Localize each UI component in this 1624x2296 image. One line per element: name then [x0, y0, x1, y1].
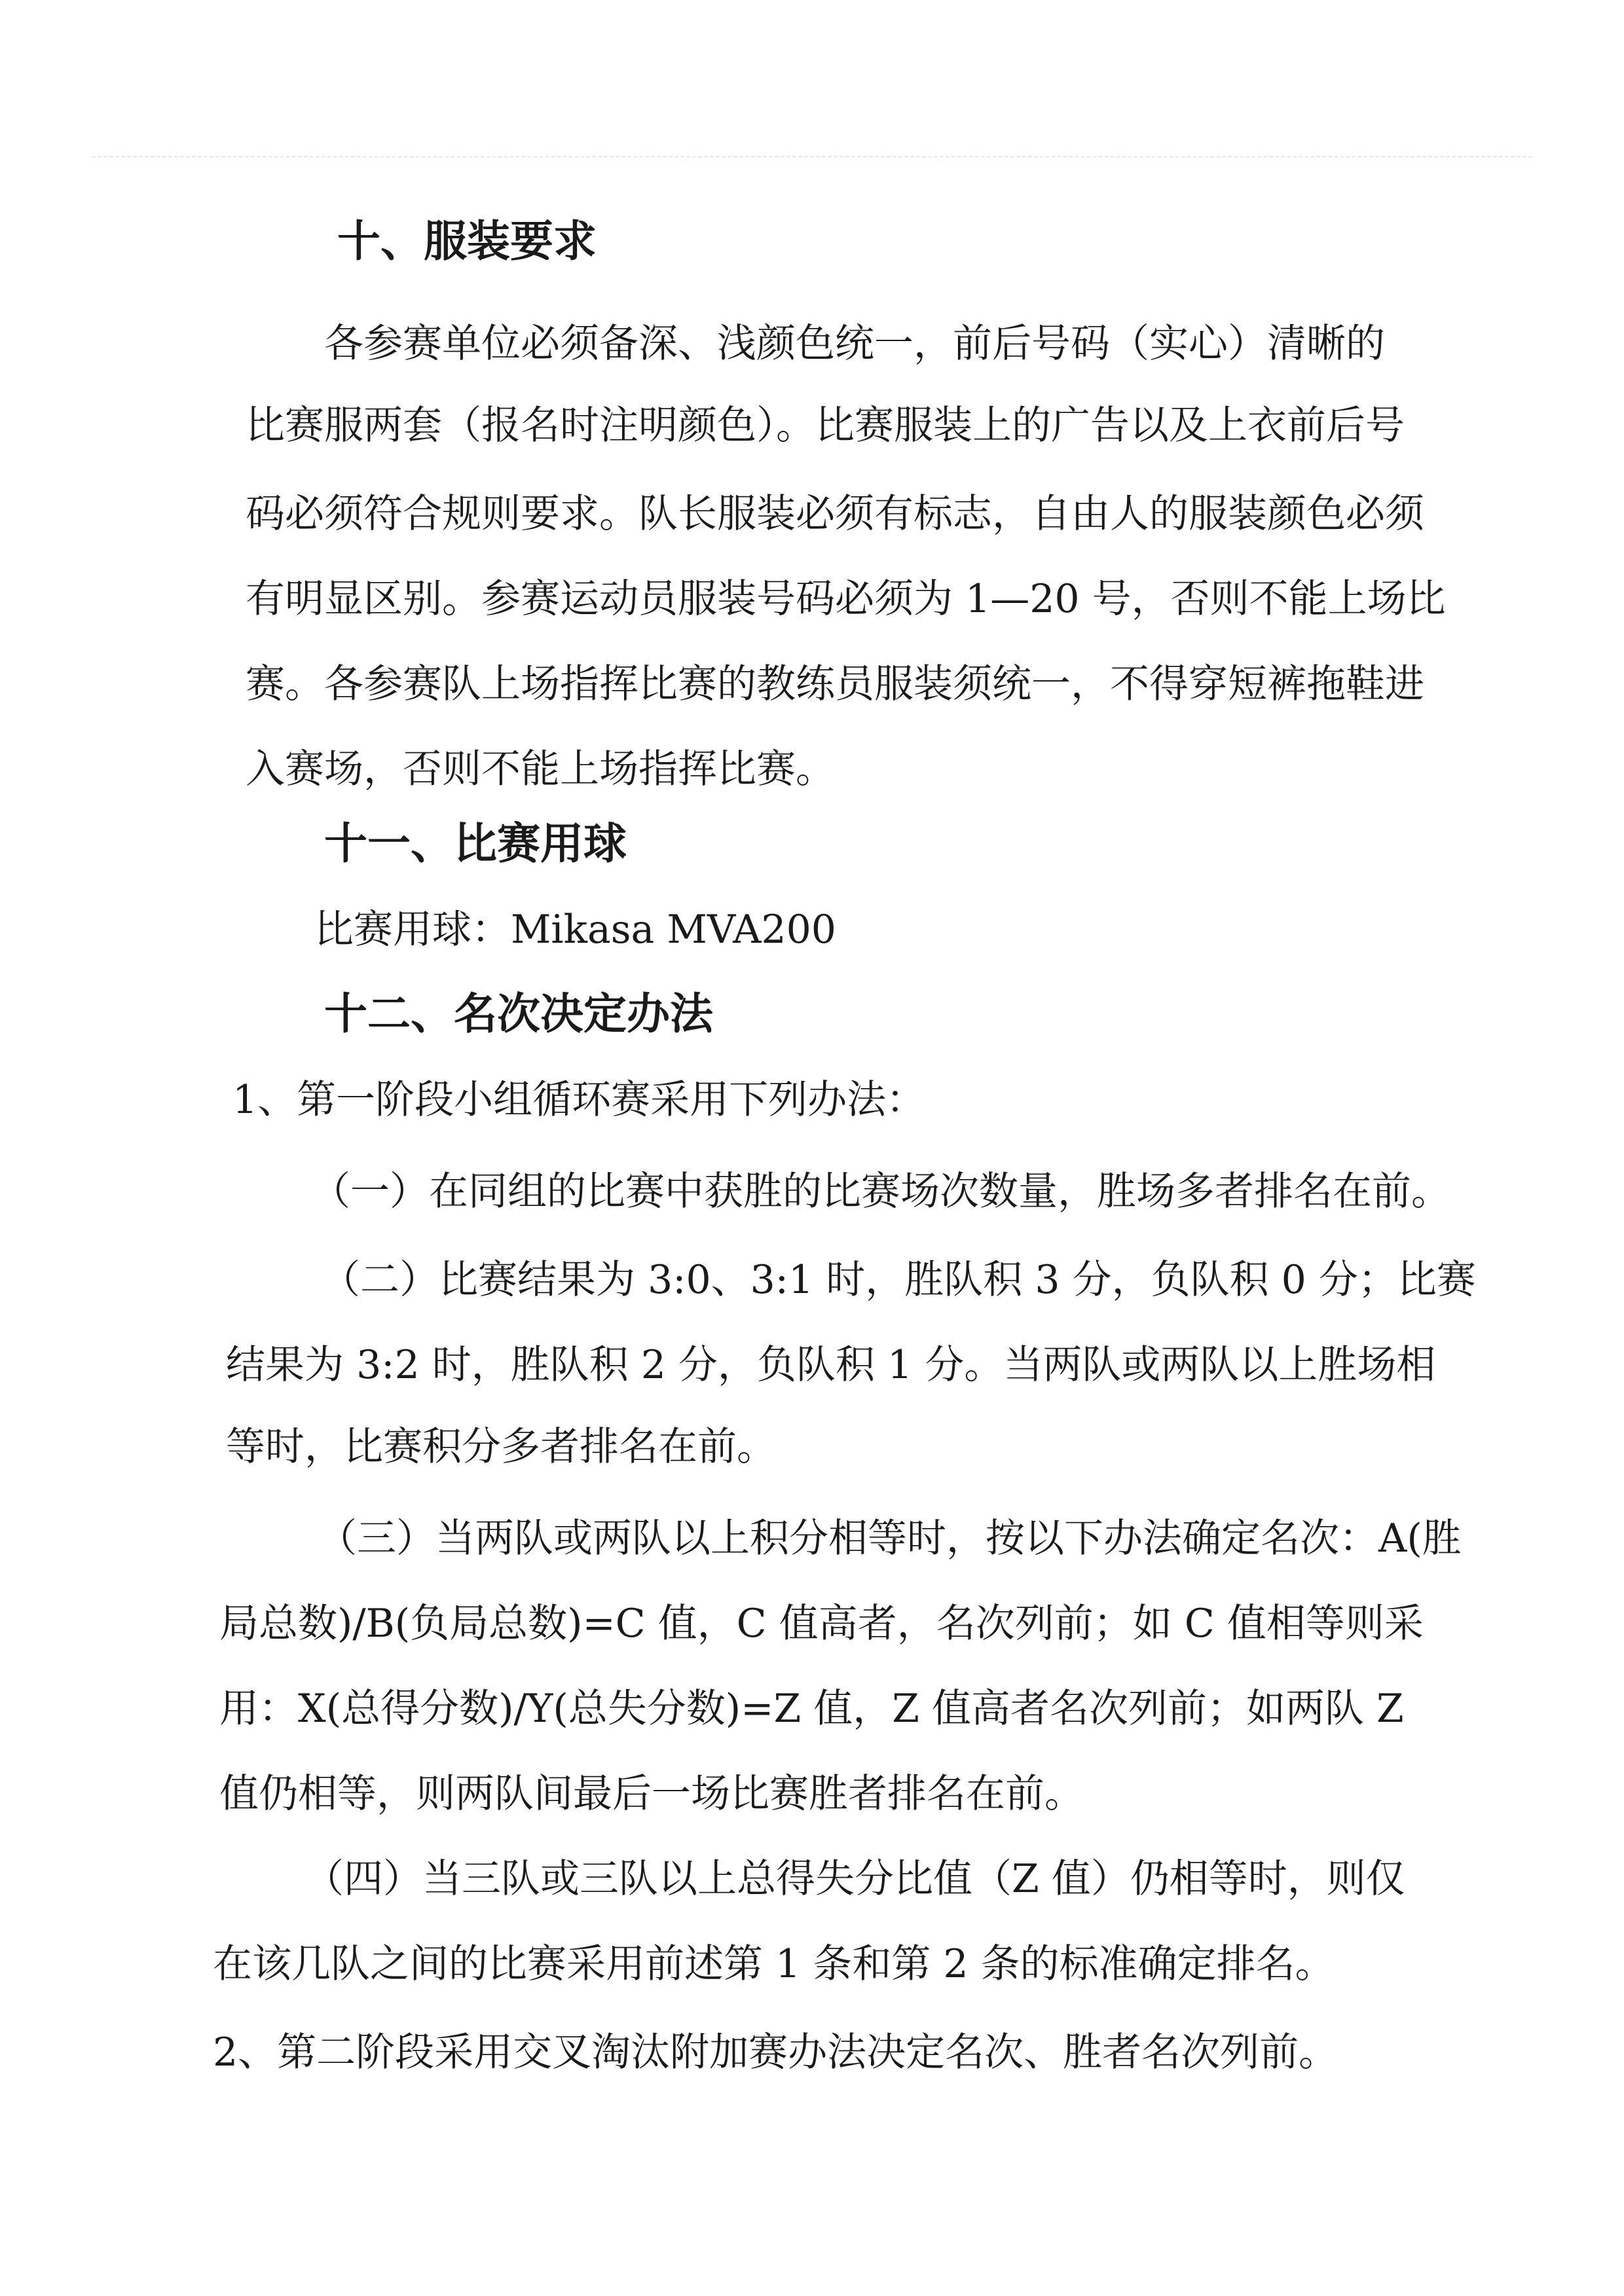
paragraph-line: 1、第一阶段小组循环赛采用下列办法： [232, 1077, 926, 1123]
paragraph-line: （四）当三队或三队以上总得失分比值（Z 值）仍相等时，则仅 [304, 1856, 1405, 1902]
section-heading-ranking: 十二、名次决定办法 [324, 988, 713, 1039]
paragraph-line: 等时，比赛积分多者排名在前。 [226, 1424, 776, 1470]
paragraph-line: 赛。各参赛队上场指挥比赛的教练员服装须统一，不得穿短裤拖鞋进 [246, 661, 1424, 707]
paragraph-line: 在该几队之间的比赛采用前述第 1 条和第 2 条的标准确定排名。 [213, 1941, 1335, 1987]
paragraph-line: 局总数)/B(负局总数)=C 值，C 值高者，名次列前；如 C 值相等则采 [219, 1601, 1424, 1647]
paragraph-line: 比赛服两套（报名时注明颜色）。比赛服装上的广告以及上衣前后号 [246, 403, 1405, 448]
paragraph-line: 有明显区别。参赛运动员服装号码必须为 1—20 号，否则不能上场比 [246, 576, 1446, 622]
scan-artifact-line [92, 156, 1532, 158]
paragraph-line-ball: 比赛用球：Mikasa MVA200 [314, 907, 836, 953]
paragraph-line: 入赛场，否则不能上场指挥比赛。 [246, 746, 835, 792]
paragraph-line: 码必须符合规则要求。队长服装必须有标志，自由人的服装颜色必须 [246, 491, 1424, 537]
paragraph-line: 用：X(总得分数)/Y(总失分数)=Z 值，Z 值高者名次列前；如两队 Z [219, 1686, 1404, 1732]
paragraph-line: 2、第二阶段采用交叉淘汰附加赛办法决定名次、胜者名次列前。 [213, 2030, 1338, 2075]
paragraph-line: 结果为 3:2 时，胜队积 2 分，负队积 1 分。当两队或两队以上胜场相 [226, 1342, 1436, 1388]
paragraph-line: （一）在同组的比赛中获胜的比赛场次数量，胜场多者排名在前。 [311, 1169, 1450, 1214]
paragraph-line: 值仍相等，则两队间最后一场比赛胜者排名在前。 [219, 1771, 1084, 1817]
paragraph-line: 各参赛单位必须备深、浅颜色统一，前后号码（实心）清晰的 [324, 321, 1385, 367]
section-heading-ball: 十一、比赛用球 [324, 818, 627, 869]
paragraph-line: （二）比赛结果为 3:0、3:1 时，胜队积 3 分，负队积 0 分；比赛 [321, 1257, 1476, 1303]
paragraph-line: （三）当两队或两队以上积分相等时，按以下办法确定名次：A(胜 [318, 1516, 1462, 1561]
section-heading-clothing: 十、服装要求 [337, 215, 597, 266]
